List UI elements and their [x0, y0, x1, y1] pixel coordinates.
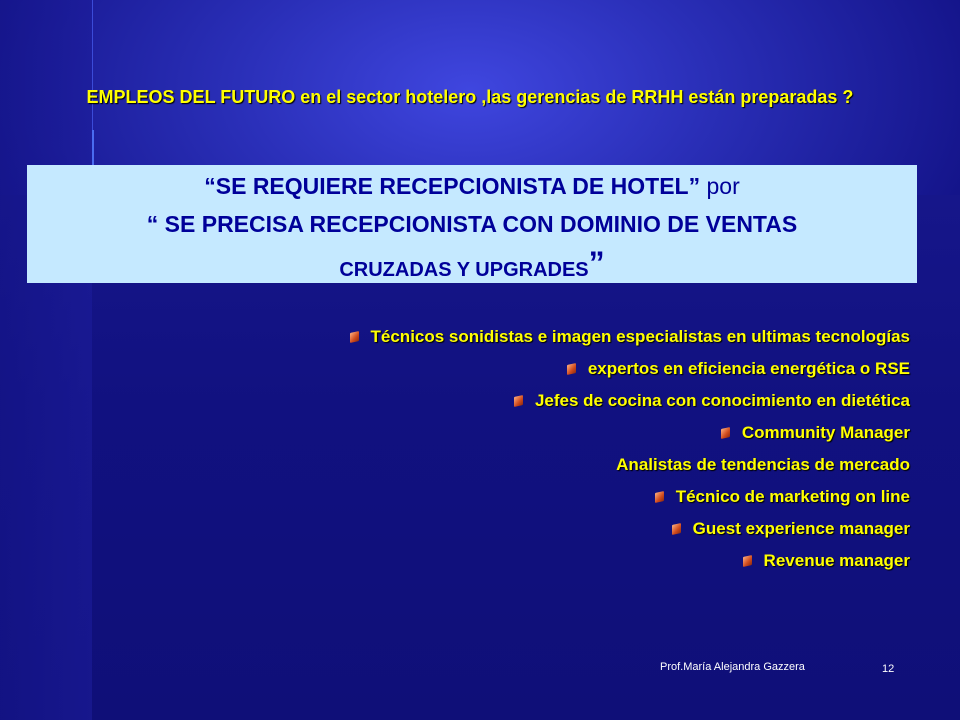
list-item [672, 515, 910, 543]
list-item-label: Community Manager [741, 423, 910, 442]
list-item [567, 355, 910, 383]
list-item [721, 419, 910, 447]
list-item [655, 483, 910, 511]
callout-line-1-text: “SE REQUIERE RECEPCIONISTA DE HOTEL” [204, 173, 701, 199]
decorative-vertical-accent [92, 130, 94, 165]
bullet-icon [672, 523, 681, 535]
callout-line-3 [27, 247, 917, 284]
callout-line-2: “ SE PRECISA RECEPCIONISTA CON DOMINIO DE VENTAS [146, 211, 798, 237]
list-item-label: Revenue manager [763, 551, 910, 570]
bullet-icon [567, 363, 576, 375]
footer-page-number: 12 [882, 663, 895, 675]
bullet-icon [514, 395, 523, 407]
list-item [350, 323, 910, 351]
bullet-icon [721, 427, 730, 439]
list-item-label: Analistas de tendencias de mercado [616, 455, 910, 474]
list-item-label: Jefes de cocina con conocimiento en dietética [534, 391, 910, 410]
list-item [514, 387, 910, 415]
bullet-icon [655, 491, 664, 503]
slide-title: EMPLEOS DEL FUTURO en el sector hotelero ,las gerencias de RRHH están preparadas ? [86, 87, 854, 107]
callout-line-1-suffix: por [700, 173, 740, 199]
list-item-label: Técnicos sonidistas e imagen especialistas en ultimas tecnologías [370, 327, 910, 346]
callout-line-3-text: CRUZADAS Y UPGRADES [339, 259, 589, 281]
bullet-icon [743, 555, 752, 567]
callout-line-1 [27, 173, 917, 200]
list-item-label: Guest experience manager [692, 519, 910, 538]
list-item [616, 451, 910, 479]
bullet-icon [350, 331, 359, 343]
background-left-edge [0, 0, 92, 720]
callout-line-3-quote: ” [588, 245, 605, 281]
callout-box [27, 165, 917, 283]
list-item-label: Técnico de marketing on line [675, 487, 910, 506]
list-item [743, 547, 910, 575]
list-item-label: expertos en eficiencia energética o RSE [587, 359, 910, 378]
footer-author: Prof.María Alejandra Gazzera [660, 661, 805, 673]
